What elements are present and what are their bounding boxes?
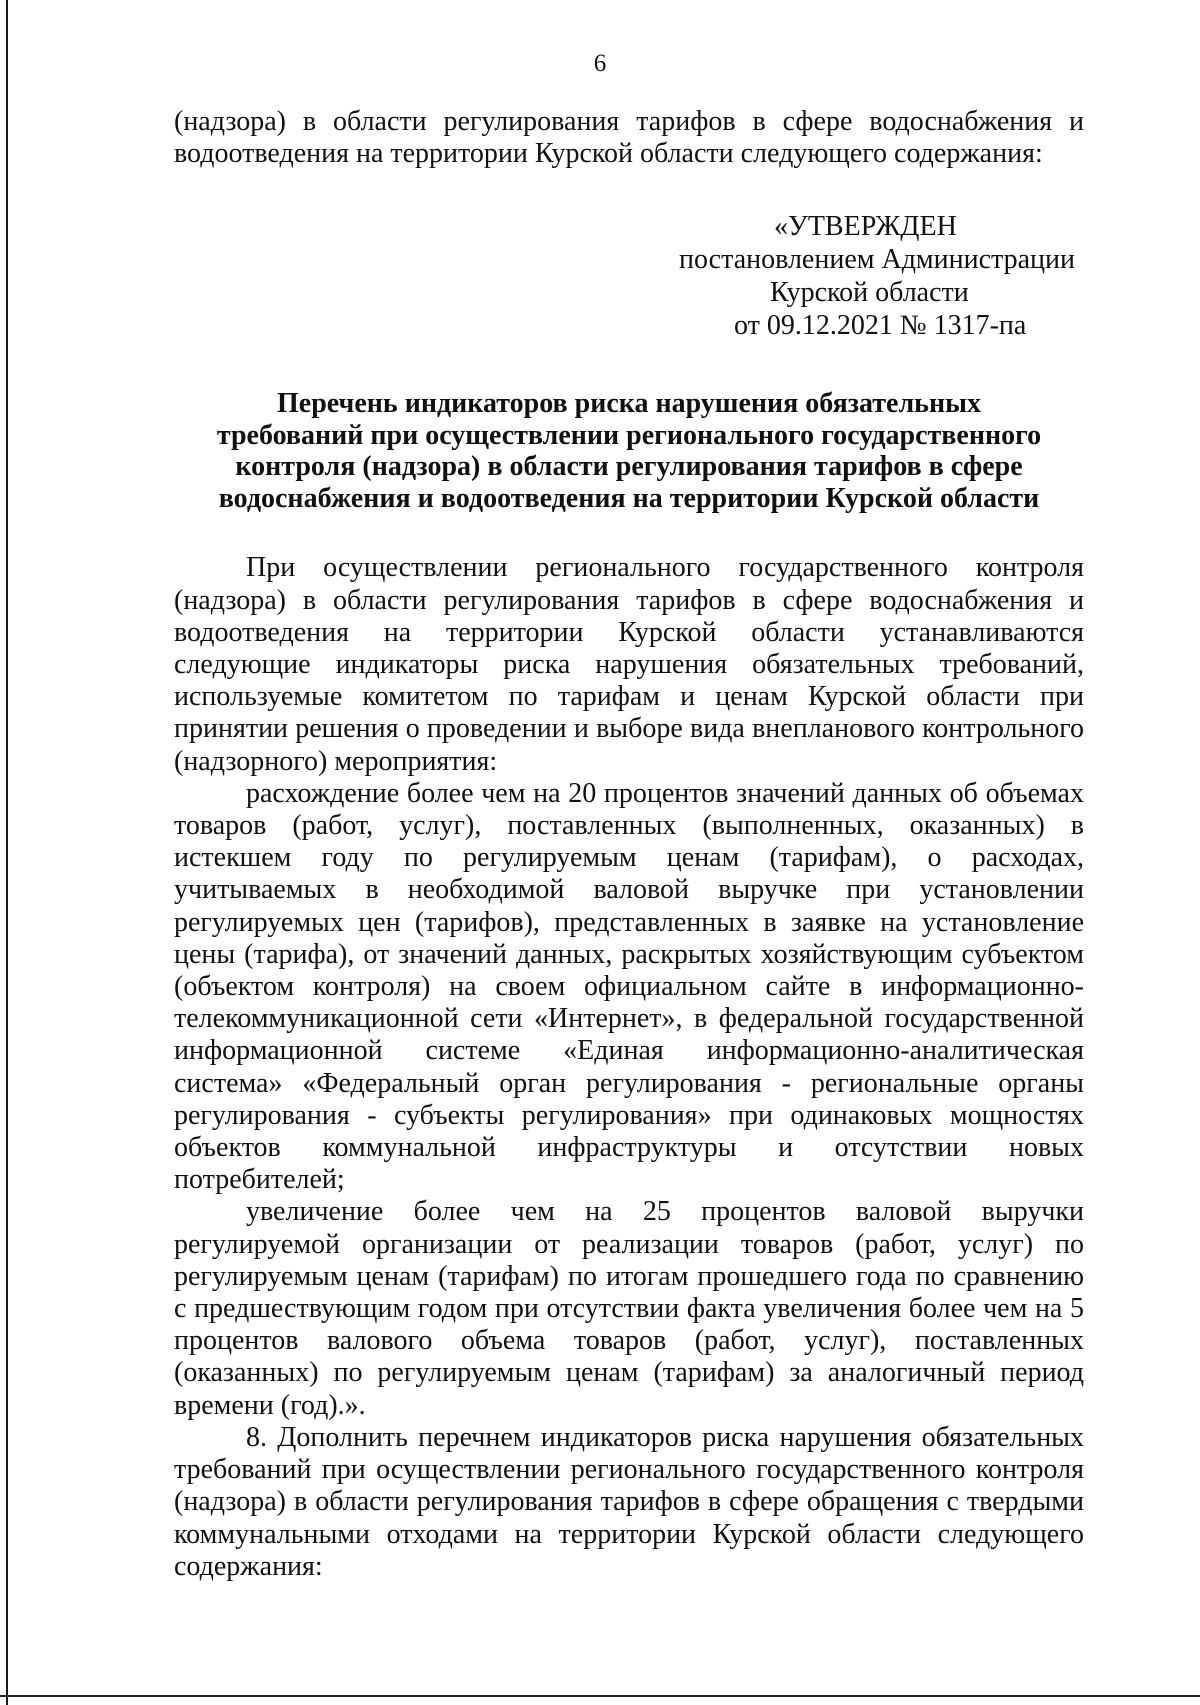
- approval-region-line: Курской области: [770, 277, 969, 309]
- scan-edge-line: [6, 0, 8, 1705]
- page-number: 6: [593, 50, 607, 77]
- approval-by-line: постановлением Администрации: [679, 244, 1075, 276]
- document-title-line-1: Перечень индикаторов риска нарушения обязательных: [277, 388, 981, 420]
- intro-paragraph: (надзора) в области регулирования тарифов в сфере водоснабжения и водоотведения на территории Курской области следующего содержания:: [174, 106, 1084, 170]
- document-title-line-3: контроля (надзора) в области регулирования тарифов в сфере: [235, 451, 1023, 483]
- approval-heading: «УТВЕРЖДЕН: [774, 211, 957, 243]
- body-paragraph-indicator-2: увеличение более чем на 25 процентов валовой выручки регулируемой организации от реализации товаров (работ, услуг) по регулируемым ценам (тарифам) по итогам прошедшего года по сравнению с предшествующим годом при отсутствии факта увеличения более чем на 5 процентов валового объема товаров (работ, услуг), поставленных (оказанных) по регулируемым ценам (тарифам) за аналогичный период времени (год).».: [174, 1196, 1084, 1421]
- scan-bottom-edge: [0, 1695, 1200, 1697]
- document-title-line-2: требований при осуществлении регионального государственного: [216, 419, 1042, 451]
- body-paragraph-item-8: 8. Дополнить перечнем индикаторов риска нарушения обязательных требований при осуществлении регионального государственного контроля (надзора) в области регулирования тарифов в сфере обращения с твердыми коммунальными отходами на территории Курской области следующего содержания:: [174, 1421, 1084, 1582]
- approval-block: [174, 210, 1084, 342]
- body-paragraph-indicator-1: расхождение более чем на 20 процентов значений данных об объемах товаров (работ, услуг), поставленных (выполненных, оказанных) в истекшем году по регулируемым ценам (тарифам), о расходах, учитываемых в необходимой валовой выручке при установлении регулируемых цен (тарифов), представленных в заявке на установление цены (тарифа), от значений данных, раскрытых хозяйствующим субъектом (объектом контроля) на своем официальном сайте в информационно-телекоммуникационной сети «Интернет», в федеральной государственной информационной системе «Единая информационно-аналитическая система» «Федеральный орган регулирования - региональные органы регулирования - субъекты регулирования» при одинаковых мощностях объектов коммунальной инфраструктуры и отсутствии новых потребителей;: [174, 777, 1084, 1196]
- document-title-line-4: водоснабжения и водоотведения на территории Курской области: [218, 482, 1040, 514]
- document-title: [174, 388, 1084, 514]
- page-content: [174, 106, 1084, 1583]
- approval-date-number-line: от 09.12.2021 № 1317-па: [734, 310, 1027, 342]
- body-paragraph-intro: При осуществлении регионального государственного контроля (надзора) в области регулирования тарифов в сфере водоснабжения и водоотведения на территории Курской области устанавливаются следующие индикаторы риска нарушения обязательных требований, используемые комитетом по тарифам и ценам Курской области при принятии решения о проведении и выборе вида внепланового контрольного (надзорного) мероприятия:: [174, 552, 1084, 777]
